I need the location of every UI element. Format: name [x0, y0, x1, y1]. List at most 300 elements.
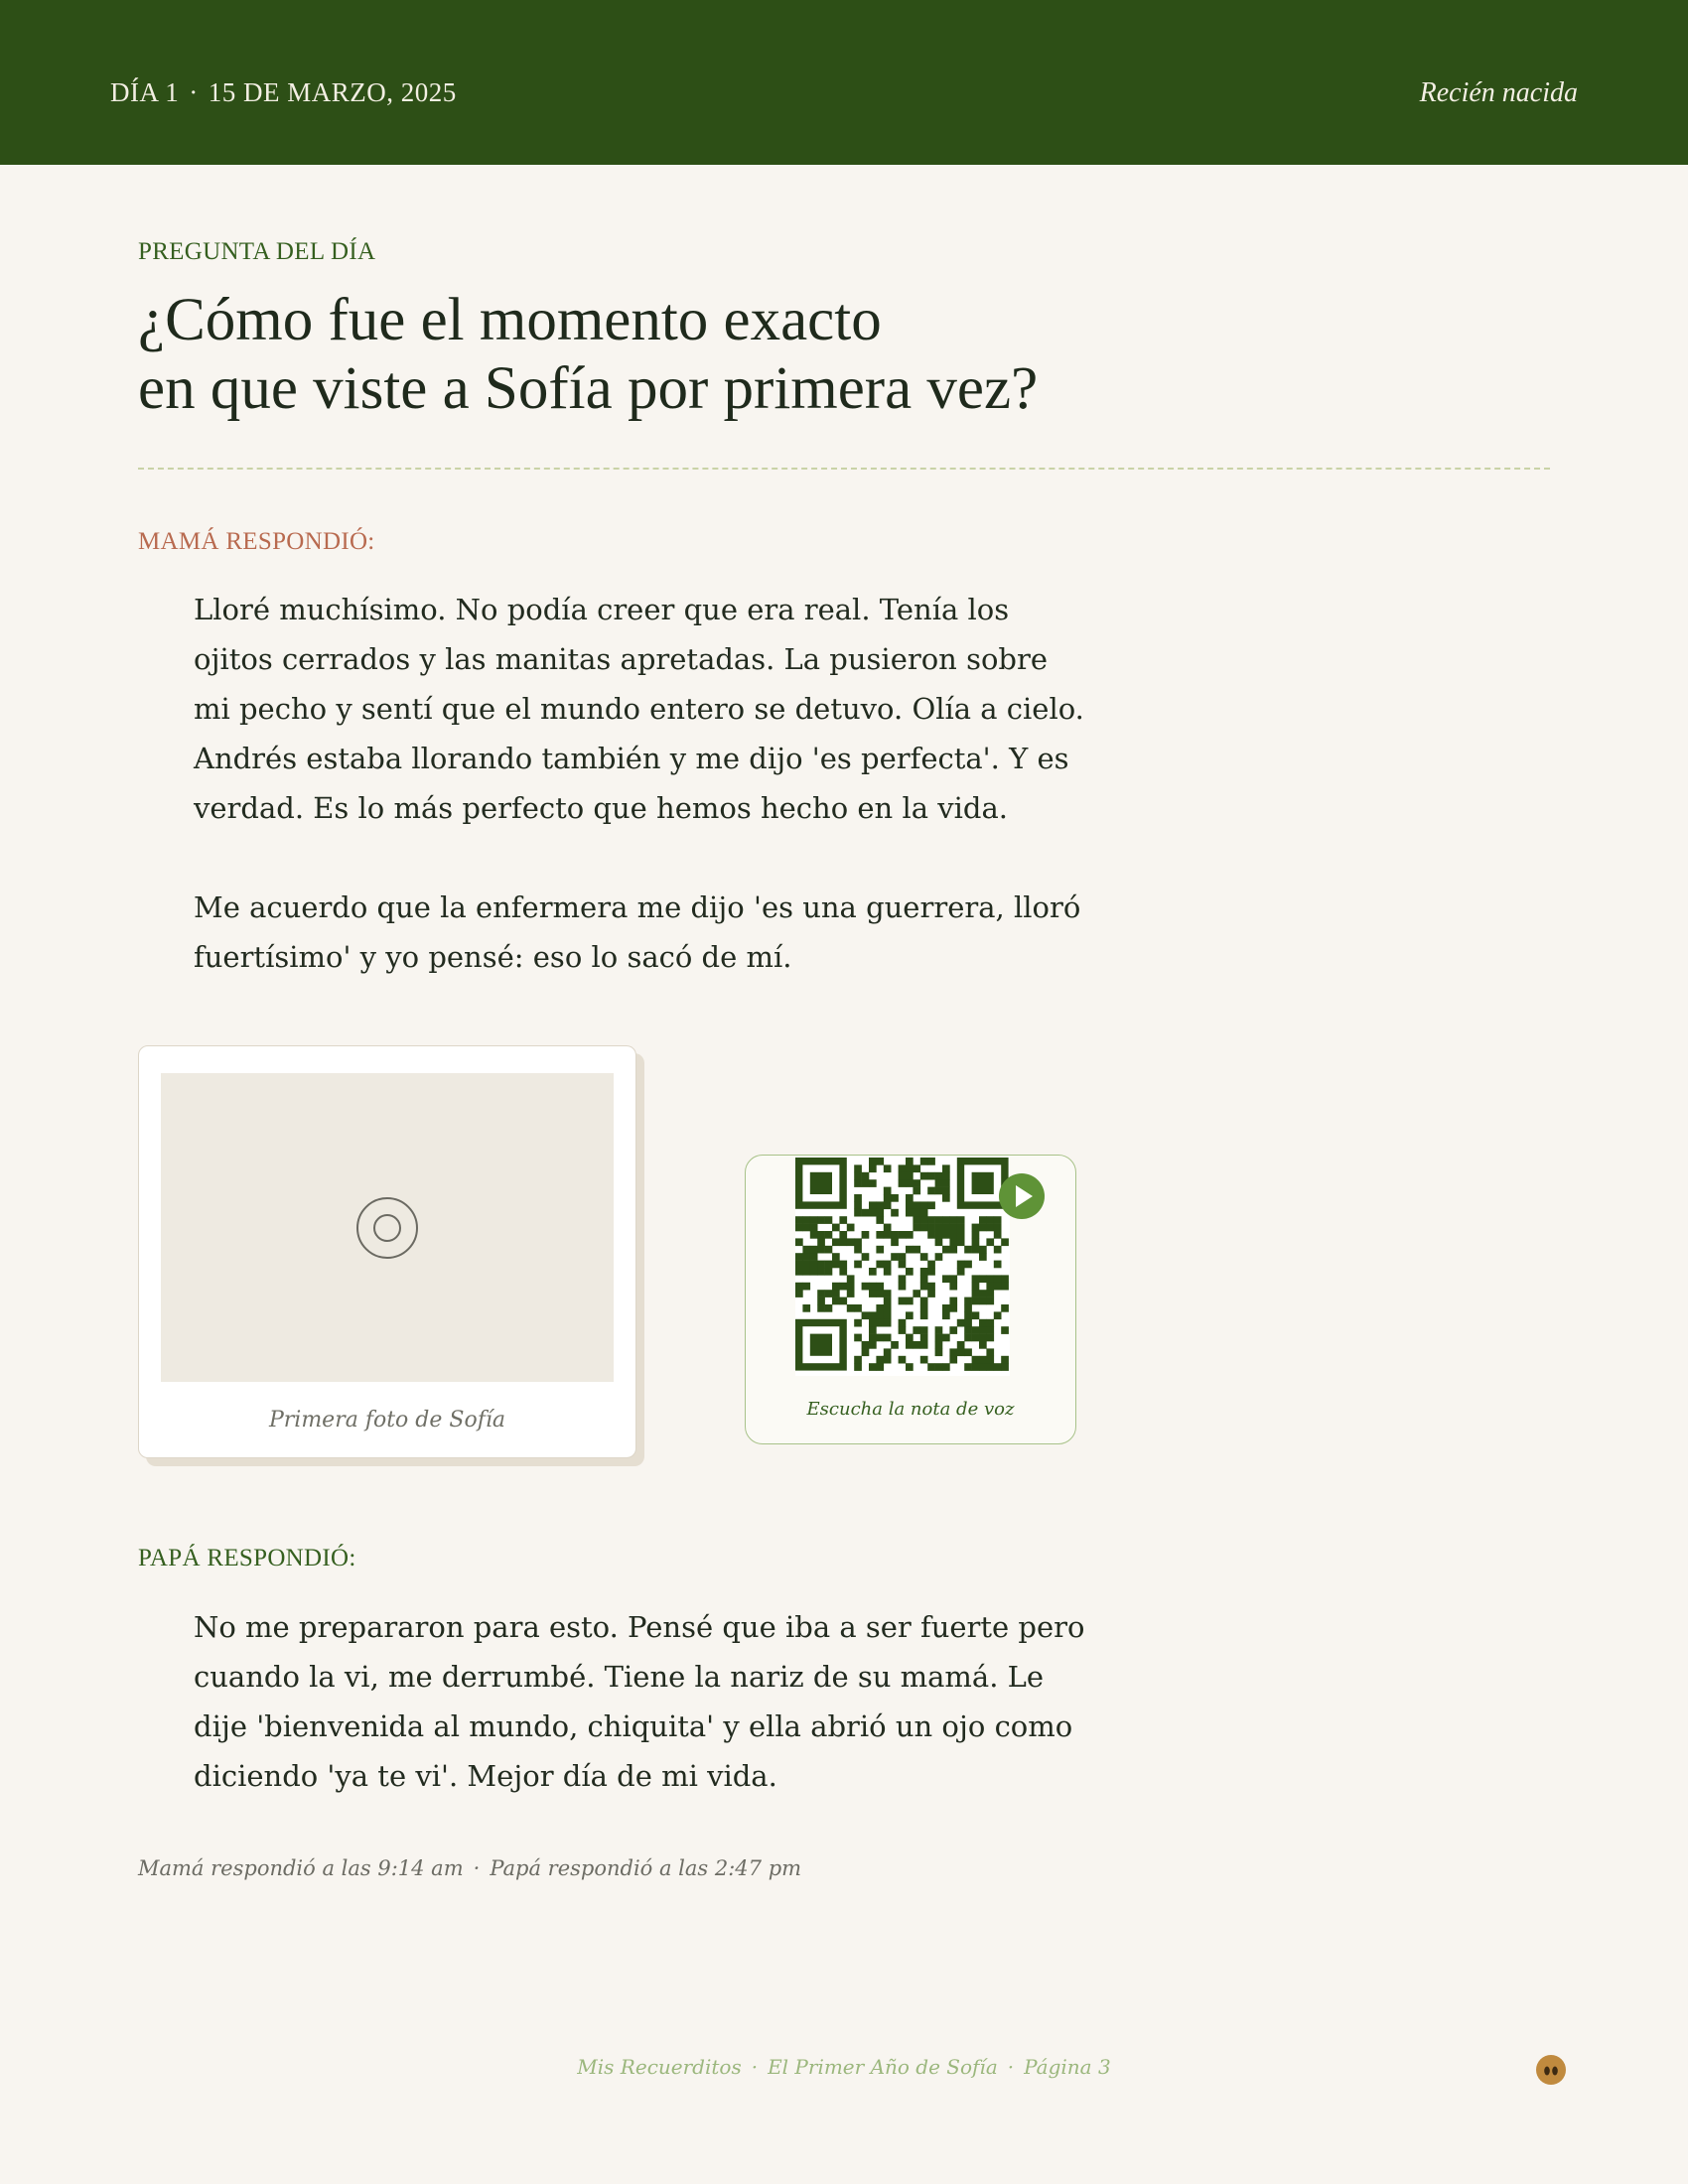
qr-module: [854, 1179, 862, 1187]
qr-module: [1001, 1283, 1009, 1291]
qr-module: [986, 1283, 994, 1291]
qr-module: [817, 1231, 825, 1239]
qr-module: [891, 1238, 899, 1246]
qr-module: [920, 1201, 928, 1209]
qr-module: [949, 1238, 957, 1246]
qr-module: [994, 1283, 1002, 1291]
qr-module: [891, 1341, 899, 1349]
qr-module: [972, 1246, 980, 1254]
qr-module: [935, 1172, 943, 1180]
qr-module: [957, 1216, 965, 1224]
qr-module: [810, 1253, 818, 1261]
qr-module: [949, 1231, 957, 1239]
qr-module: [920, 1356, 928, 1364]
qr-module: [839, 1268, 847, 1276]
qr-module: [942, 1311, 950, 1319]
qr-module: [869, 1311, 877, 1319]
qr-module: [884, 1201, 892, 1209]
qr-module: [913, 1187, 920, 1195]
qr-module: [935, 1216, 943, 1224]
qr-module: [927, 1158, 935, 1165]
qr-module: [825, 1304, 833, 1312]
voice-note-qr-code[interactable]: [795, 1156, 1010, 1376]
qr-module: [884, 1297, 892, 1305]
qr-module: [810, 1261, 818, 1269]
qr-module: [876, 1363, 884, 1371]
qr-module: [935, 1341, 943, 1349]
qr-module: [869, 1209, 877, 1217]
qr-module: [795, 1216, 803, 1224]
qr-module: [854, 1194, 862, 1202]
qr-module: [802, 1261, 810, 1269]
qr-module: [817, 1216, 825, 1224]
qr-module: [854, 1246, 862, 1254]
qr-module: [994, 1363, 1002, 1371]
qr-module: [876, 1209, 884, 1217]
qr-module: [899, 1283, 907, 1291]
qr-module: [949, 1297, 957, 1305]
qr-module: [964, 1334, 972, 1342]
qr-module: [935, 1253, 943, 1261]
qr-module: [927, 1363, 935, 1371]
qr-module: [957, 1238, 965, 1246]
qr-module: [979, 1341, 987, 1349]
qr-module: [942, 1363, 950, 1371]
qr-module: [972, 1311, 980, 1319]
qr-module: [964, 1348, 972, 1356]
qr-module: [906, 1158, 914, 1165]
qr-module: [913, 1341, 920, 1349]
footer-page: Página 3: [1024, 2055, 1111, 2079]
qr-module: [899, 1179, 907, 1187]
qr-module: [876, 1231, 884, 1239]
qr-module: [876, 1334, 884, 1342]
qr-module: [994, 1246, 1002, 1254]
qr-module: [876, 1246, 884, 1254]
qr-module: [876, 1216, 884, 1224]
qr-module: [854, 1363, 862, 1371]
qr-module: [795, 1253, 803, 1261]
question-line-2: en que viste a Sofía por primera vez?: [138, 355, 1039, 422]
papa-answer-paragraph-1: No me prepararon para esto. Pensé que iba a ser fuerte pero cuando la vi, me derrumbé. Tiene la nariz de su mamá. Le dije 'bienvenida al mundo, chiquita' y ella abrió un ojo como diciendo 'ya te vi'. Mejor día de mi vida.: [194, 1610, 1085, 1793]
dashed-divider: [138, 468, 1550, 470]
qr-module: [935, 1334, 943, 1342]
qr-module: [927, 1172, 935, 1180]
qr-module: [899, 1326, 907, 1334]
qr-module: [906, 1179, 914, 1187]
qr-module: [891, 1209, 899, 1217]
qr-module: [854, 1164, 862, 1172]
qr-module: [994, 1231, 1002, 1239]
qr-module: [854, 1356, 862, 1364]
qr-module: [876, 1311, 884, 1319]
qr-module: [869, 1334, 877, 1342]
qr-module: [869, 1326, 877, 1334]
qr-module: [913, 1209, 920, 1217]
qr-module: [920, 1253, 928, 1261]
footer-separator-1: ·: [751, 2055, 759, 2079]
qr-module: [817, 1238, 825, 1246]
qr-module: [913, 1290, 920, 1297]
qr-module: [832, 1224, 840, 1232]
qr-module: [957, 1268, 965, 1276]
page-footer: [0, 2055, 1688, 2079]
qr-module: [949, 1246, 957, 1254]
qr-module: [1001, 1363, 1009, 1371]
qr-module: [832, 1238, 840, 1246]
qr-module: [972, 1363, 980, 1371]
qr-module: [869, 1179, 877, 1187]
qr-module: [986, 1275, 994, 1283]
qr-module: [832, 1253, 840, 1261]
qr-module: [920, 1283, 928, 1291]
qr-module: [994, 1224, 1002, 1232]
qr-module: [891, 1231, 899, 1239]
qr-module: [862, 1179, 870, 1187]
qr-module: [920, 1216, 928, 1224]
footer-book: Mis Recuerditos: [577, 2055, 742, 2079]
qr-module: [847, 1290, 855, 1297]
qr-module: [899, 1261, 907, 1269]
qr-module: [964, 1261, 972, 1269]
qr-module: [899, 1164, 907, 1172]
qr-module: [869, 1319, 877, 1327]
qr-module: [920, 1172, 928, 1180]
header-date: 15 DE MARZO, 2025: [208, 77, 457, 107]
qr-module: [920, 1341, 928, 1349]
qr-module: [802, 1283, 810, 1291]
qr-module: [817, 1268, 825, 1276]
photo-placeholder[interactable]: [161, 1073, 614, 1382]
qr-module: [913, 1326, 920, 1334]
qr-module: [994, 1261, 1002, 1269]
qr-code-graphic: [795, 1156, 1010, 1376]
qr-module: [876, 1283, 884, 1291]
qr-module: [839, 1283, 847, 1291]
qr-module: [884, 1231, 892, 1239]
qr-module: [972, 1231, 980, 1239]
qr-module: [839, 1261, 847, 1269]
qr-module: [854, 1319, 862, 1327]
qr-module: [913, 1216, 920, 1224]
mama-answer-paragraph-2: Me acuerdo que la enfermera me dijo 'es una guerrera, lloró fuertísimo' y yo pensé: eso lo sacó de mí.: [194, 890, 1081, 974]
qr-module: [920, 1268, 928, 1276]
qr-module: [964, 1326, 972, 1334]
qr-module: [817, 1304, 825, 1312]
qr-module: [927, 1283, 935, 1291]
qr-module: [817, 1297, 825, 1305]
footer-title: El Primer Año de Sofía: [768, 2055, 998, 2079]
qr-module: [795, 1224, 803, 1232]
qr-module: [854, 1238, 862, 1246]
qr-module: [884, 1290, 892, 1297]
qr-module: [935, 1231, 943, 1239]
qr-module: [920, 1275, 928, 1283]
qr-module: [927, 1290, 935, 1297]
qr-module: [899, 1297, 907, 1305]
qr-module: [979, 1356, 987, 1364]
qr-module: [810, 1268, 818, 1276]
qr-module: [847, 1275, 855, 1283]
qr-module: [949, 1356, 957, 1364]
qr-module: [854, 1172, 862, 1180]
qr-module: [810, 1231, 818, 1239]
qr-module: [906, 1268, 914, 1276]
qr-module: [832, 1290, 840, 1297]
qr-module: [906, 1363, 914, 1371]
qr-module: [994, 1311, 1002, 1319]
qr-module: [869, 1201, 877, 1209]
qr-module: [935, 1179, 943, 1187]
qr-module: [942, 1194, 950, 1202]
question-label: PREGUNTA DEL DÍA: [138, 238, 376, 265]
qr-module: [979, 1363, 987, 1371]
play-icon[interactable]: [999, 1173, 1045, 1219]
qr-module: [942, 1187, 950, 1195]
qr-module: [810, 1172, 832, 1194]
footer-separator-2: ·: [1007, 2055, 1015, 2079]
timestamp-separator: ·: [473, 1856, 481, 1880]
qr-module: [920, 1209, 928, 1217]
qr-module: [927, 1201, 935, 1209]
qr-module: [942, 1172, 950, 1180]
qr-module: [994, 1275, 1002, 1283]
qr-module: [927, 1224, 935, 1232]
qr-module: [802, 1268, 810, 1276]
qr-module: [913, 1224, 920, 1232]
qr-module: [899, 1253, 907, 1261]
qr-module: [795, 1238, 803, 1246]
qr-module: [869, 1164, 877, 1172]
qr-module: [957, 1261, 965, 1269]
qr-module: [972, 1297, 980, 1305]
qr-module: [949, 1216, 957, 1224]
qr-module: [906, 1209, 914, 1217]
question-title: [138, 286, 1429, 423]
qr-module: [979, 1290, 987, 1297]
qr-module: [957, 1231, 965, 1239]
qr-module: [920, 1297, 928, 1305]
qr-module: [876, 1319, 884, 1327]
qr-module: [1001, 1238, 1009, 1246]
qr-module: [884, 1164, 892, 1172]
qr-module: [972, 1283, 980, 1291]
qr-module: [920, 1334, 928, 1342]
qr-module: [832, 1297, 840, 1305]
qr-module: [927, 1261, 935, 1269]
qr-module: [906, 1297, 914, 1305]
qr-module: [942, 1216, 950, 1224]
qr-module: [935, 1326, 943, 1334]
qr-module: [817, 1290, 825, 1297]
qr-module: [876, 1290, 884, 1297]
qr-module: [986, 1297, 994, 1305]
qr-module: [972, 1238, 980, 1246]
qr-module: [869, 1158, 877, 1165]
qr-module: [906, 1341, 914, 1349]
qr-module: [884, 1187, 892, 1195]
voice-note-caption: Escucha la nota de voz: [806, 1399, 1015, 1420]
qr-module: [884, 1268, 892, 1276]
header-bar: [0, 0, 1688, 165]
qr-module: [979, 1253, 987, 1261]
qr-module: [979, 1275, 987, 1283]
qr-module: [906, 1311, 914, 1319]
qr-module: [869, 1268, 877, 1276]
qr-module: [957, 1224, 965, 1232]
qr-module: [899, 1172, 907, 1180]
qr-module: [810, 1224, 818, 1232]
header-separator: ·: [189, 77, 199, 107]
qr-module: [949, 1304, 957, 1312]
qr-module: [862, 1253, 870, 1261]
qr-module: [972, 1326, 980, 1334]
qr-module: [899, 1275, 907, 1283]
photo-card[interactable]: [138, 1045, 636, 1458]
qr-module: [906, 1231, 914, 1239]
papa-answer: [194, 1602, 1087, 1801]
qr-module: [906, 1201, 914, 1209]
qr-module: [884, 1261, 892, 1269]
qr-module: [972, 1334, 980, 1342]
papa-response-label: PAPÁ RESPONDIÓ:: [138, 1545, 356, 1571]
qr-module: [964, 1319, 972, 1327]
qr-module: [920, 1326, 928, 1334]
response-timestamps: [138, 1856, 801, 1880]
qr-module: [957, 1341, 965, 1349]
qr-module: [854, 1209, 862, 1217]
qr-module: [935, 1224, 943, 1232]
qr-module: [899, 1356, 907, 1364]
qr-module: [847, 1304, 855, 1312]
qr-module: [891, 1194, 899, 1202]
qr-module: [949, 1348, 957, 1356]
qr-module: [986, 1290, 994, 1297]
qr-module: [942, 1304, 950, 1312]
qr-module: [876, 1201, 884, 1209]
qr-module: [986, 1238, 994, 1246]
qr-module: [906, 1334, 914, 1342]
qr-module: [942, 1224, 950, 1232]
qr-module: [927, 1187, 935, 1195]
qr-module: [825, 1246, 833, 1254]
qr-module: [825, 1216, 833, 1224]
qr-module: [913, 1201, 920, 1209]
qr-module: [884, 1348, 892, 1356]
voice-note-card[interactable]: [745, 1155, 1076, 1444]
qr-module: [839, 1297, 847, 1305]
qr-module: [839, 1216, 847, 1224]
qr-module: [847, 1224, 855, 1232]
qr-module: [884, 1304, 892, 1312]
qr-module: [854, 1261, 862, 1269]
qr-module: [964, 1304, 972, 1312]
qr-module: [884, 1356, 892, 1364]
qr-module: [949, 1224, 957, 1232]
qr-module: [942, 1164, 950, 1172]
qr-module: [964, 1297, 972, 1305]
mama-response-label: MAMÁ RESPONDIÓ:: [138, 528, 375, 555]
qr-module: [839, 1238, 847, 1246]
qr-module: [825, 1261, 833, 1269]
qr-module: [942, 1246, 950, 1254]
qr-module: [795, 1290, 803, 1297]
header-stage: Recién nacida: [1419, 77, 1578, 108]
qr-module: [972, 1224, 980, 1232]
qr-module: [913, 1164, 920, 1172]
mama-answer: [194, 585, 1087, 982]
qr-module: [884, 1334, 892, 1342]
qr-module: [869, 1341, 877, 1349]
mama-answer-paragraph-1: Lloré muchísimo. No podía creer que era real. Tenía los ojitos cerrados y las manitas apretadas. La pusieron sobre mi pecho y sentí que el mundo entero se detuvo. Olía a cielo. Andrés estaba llorando también y me dijo 'es perfecta'. Y es verdad. Es lo más perfecto que hemos hecho en la vida.: [194, 593, 1084, 825]
qr-module: [920, 1224, 928, 1232]
question-line-1: ¿Cómo fue el momento exacto: [138, 287, 882, 353]
qr-module: [1001, 1304, 1009, 1312]
qr-module: [979, 1297, 987, 1305]
qr-module: [964, 1246, 972, 1254]
qr-module: [884, 1194, 892, 1202]
qr-module: [817, 1261, 825, 1269]
qr-module: [927, 1216, 935, 1224]
qr-module: [986, 1319, 994, 1327]
qr-module: [876, 1356, 884, 1364]
qr-module: [906, 1164, 914, 1172]
qr-module: [972, 1172, 994, 1194]
camera-icon: [355, 1196, 419, 1260]
qr-module: [1001, 1356, 1009, 1364]
qr-module: [817, 1246, 825, 1254]
header-day-date: [110, 77, 457, 108]
qr-module: [942, 1275, 950, 1283]
qr-module: [825, 1268, 833, 1276]
qr-module: [869, 1363, 877, 1371]
qr-module: [869, 1283, 877, 1291]
qr-module: [979, 1334, 987, 1342]
qr-module: [986, 1224, 994, 1232]
qr-module: [847, 1283, 855, 1291]
qr-module: [927, 1231, 935, 1239]
qr-module: [802, 1216, 810, 1224]
qr-module: [979, 1216, 987, 1224]
qr-module: [802, 1224, 810, 1232]
qr-module: [906, 1246, 914, 1254]
qr-module: [979, 1319, 987, 1327]
qr-module: [891, 1253, 899, 1261]
qr-module: [810, 1334, 832, 1356]
qr-module: [964, 1311, 972, 1319]
qr-module: [927, 1268, 935, 1276]
qr-module: [964, 1363, 972, 1371]
qr-module: [920, 1311, 928, 1319]
qr-module: [899, 1319, 907, 1327]
qr-module: [972, 1356, 980, 1364]
qr-module: [854, 1201, 862, 1209]
qr-module: [825, 1290, 833, 1297]
papa-timestamp: Papá respondió a las 2:47 pm: [490, 1856, 802, 1880]
qr-module: [935, 1187, 943, 1195]
qr-module: [986, 1356, 994, 1364]
qr-module: [986, 1348, 994, 1356]
qr-module: [810, 1246, 818, 1254]
mama-timestamp: Mamá respondió a las 9:14 am: [138, 1856, 464, 1880]
qr-module: [986, 1216, 994, 1224]
qr-module: [949, 1283, 957, 1291]
qr-module: [986, 1326, 994, 1334]
qr-module: [979, 1224, 987, 1232]
qr-module: [825, 1231, 833, 1239]
qr-module: [862, 1231, 870, 1239]
qr-module: [1001, 1326, 1009, 1334]
